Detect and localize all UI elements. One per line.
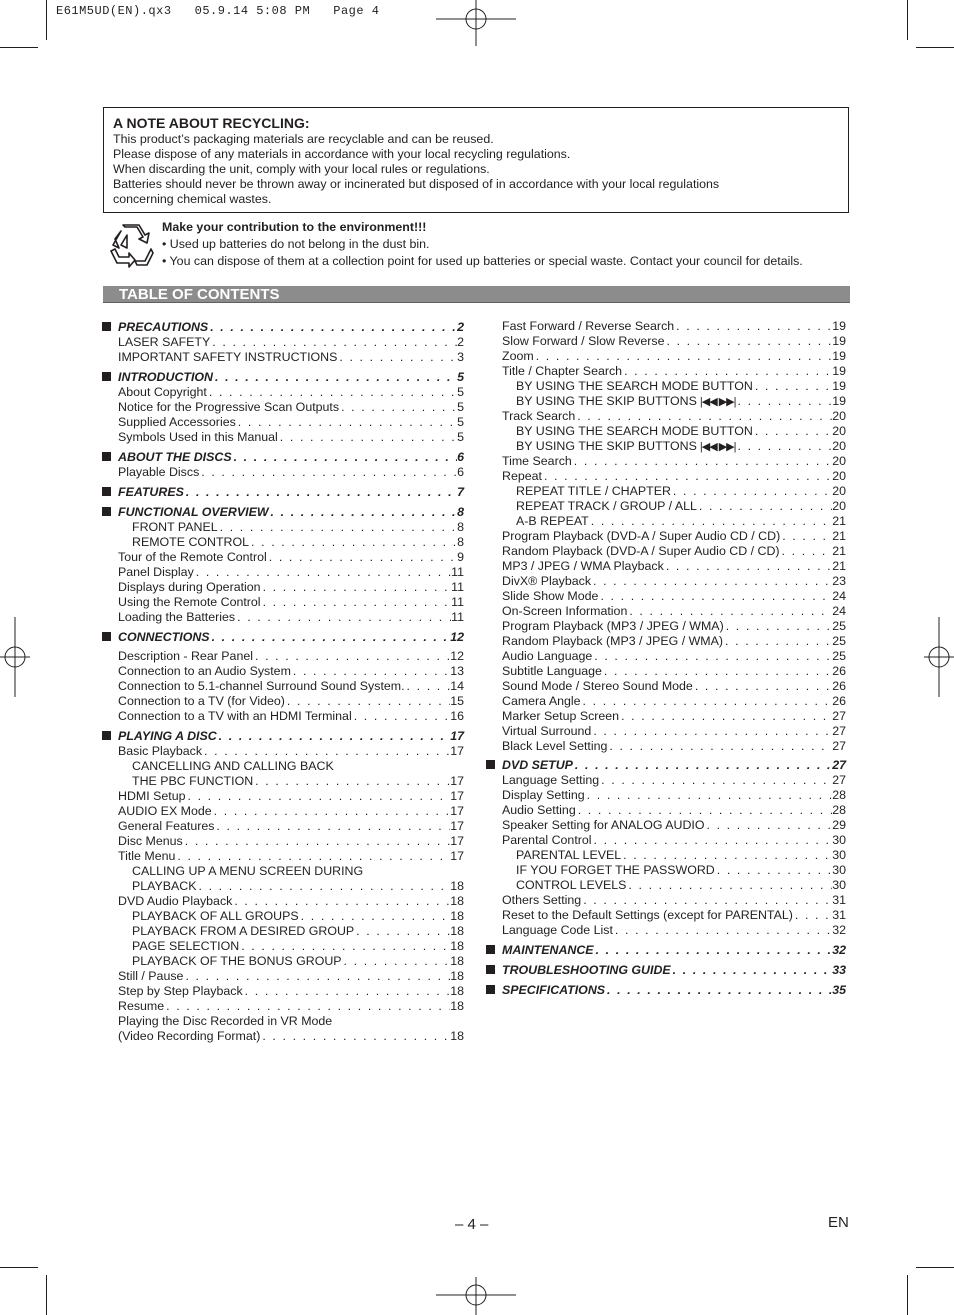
toc-entry[interactable]: Loading the Batteries . . . 11	[102, 610, 464, 625]
crop-mark	[46, 1275, 47, 1315]
toc-entry[interactable]: Program Playback (DVD-A / Super Audio CD / CD) . . . 21	[486, 529, 846, 544]
toc-entry[interactable]: Audio Language . . . 25	[486, 649, 846, 664]
toc-entry[interactable]: Symbols Used in this Manual . . . 5	[102, 430, 464, 445]
toc-entry[interactable]: Step by Step Playback . . . 18	[102, 984, 464, 999]
toc-entry[interactable]: CANCELLING AND CALLING BACK	[132, 759, 334, 773]
toc-entry[interactable]: PLAYBACK OF THE BONUS GROUP . . . 18	[102, 954, 464, 969]
toc-entry[interactable]: Playable Discs . . . 6	[102, 465, 464, 480]
square-bullet-icon	[486, 760, 495, 769]
toc-entry[interactable]: Language Setting . . . 27	[486, 773, 846, 788]
toc-entry[interactable]: Disc Menus . . . 17	[102, 834, 464, 849]
toc-entry[interactable]: PLAYBACK . . . 18	[102, 879, 464, 894]
toc-entry[interactable]: MP3 / JPEG / WMA Playback . . . 21	[486, 559, 846, 574]
toc-entry[interactable]: Others Setting . . . 31	[486, 893, 846, 908]
toc-entry[interactable]: PLAYBACK OF ALL GROUPS . . . 18	[102, 909, 464, 924]
toc-section[interactable]: FUNCTIONAL OVERVIEW . . . 8	[102, 504, 464, 520]
toc-entry[interactable]: Random Playback (DVD-A / Super Audio CD / CD) . . . 21	[486, 544, 846, 559]
toc-entry[interactable]: Repeat . . . 20	[486, 469, 846, 484]
toc-entry[interactable]: Using the Remote Control . . . 11	[102, 595, 464, 610]
toc-entry[interactable]: Reset to the Default Settings (except for PARENTAL) . . . 31	[486, 908, 846, 923]
toc-entry[interactable]: Time Search . . . 20	[486, 454, 846, 469]
toc-entry[interactable]: Slide Show Mode . . . 24	[486, 589, 846, 604]
toc-entry[interactable]: On-Screen Information . . . 24	[486, 604, 846, 619]
toc-entry[interactable]: CONTROL LEVELS . . . 30	[486, 878, 846, 893]
toc-entry[interactable]: Language Code List . . . 32	[486, 923, 846, 938]
skip-buttons-icon: |◀◀ ▶▶|	[699, 441, 736, 453]
toc-entry[interactable]: Description - Rear Panel . . . 12	[102, 649, 464, 664]
toc-entry[interactable]: REPEAT TRACK / GROUP / ALL . . . 20	[486, 499, 846, 514]
toc-entry[interactable]: Program Playback (MP3 / JPEG / WMA) . . . 25	[486, 619, 846, 634]
toc-entry[interactable]: REPEAT TITLE / CHAPTER . . . 20	[486, 484, 846, 499]
toc-section[interactable]: ABOUT THE DISCS . . . 6	[102, 449, 464, 465]
crop-mark	[907, 0, 908, 40]
toc-entry[interactable]: Still / Pause . . . 18	[102, 969, 464, 984]
crop-mark	[0, 1267, 38, 1268]
toc-entry[interactable]: About Copyright . . . 5	[102, 385, 464, 400]
crop-mark	[907, 1275, 908, 1315]
square-bullet-icon	[102, 487, 111, 496]
toc-entry[interactable]: Fast Forward / Reverse Search . . . 19	[486, 319, 846, 334]
toc-entry[interactable]: BY USING THE SKIP BUTTONS |◀◀ ▶▶| . . . 20	[486, 439, 846, 454]
toc-section[interactable]: FEATURES . . . 7	[102, 484, 464, 500]
recycling-note	[103, 107, 849, 213]
square-bullet-icon	[102, 731, 111, 740]
square-bullet-icon	[102, 372, 111, 381]
language-tag: EN	[828, 1214, 849, 1231]
crop-mark	[0, 47, 38, 48]
registration-mark	[0, 617, 30, 697]
environment-title: Make your contribution to the environment!!!	[162, 220, 427, 234]
toc-entry[interactable]: Speaker Setting for ANALOG AUDIO . . . 29	[486, 818, 846, 833]
square-bullet-icon	[102, 632, 111, 641]
toc-entry[interactable]: AUDIO EX Mode . . . 17	[102, 804, 464, 819]
toc-entry[interactable]: Playing the Disc Recorded in VR Mode	[118, 1014, 333, 1028]
toc-entry[interactable]: Connection to 5.1-channel Surround Sound System. . . . 14	[102, 679, 464, 694]
toc-section[interactable]: SPECIFICATIONS . . . 35	[486, 982, 846, 998]
toc-entry[interactable]: REMOTE CONTROL . . . 8	[102, 535, 464, 550]
toc-entry[interactable]: IF YOU FORGET THE PASSWORD . . . 30	[486, 863, 846, 878]
recycling-line: Batteries should never be thrown away or incinerated but disposed of in accordance with your local regulations	[113, 177, 720, 191]
toc-entry[interactable]: (Video Recording Format) . . . 18	[102, 1029, 464, 1044]
toc-column-right	[486, 319, 846, 998]
print-slug: E61M5UD(EN).qx3 05.9.14 5:08 PM Page 4	[56, 4, 380, 18]
recycling-line: This product’s packaging materials are recyclable and can be reused.	[113, 132, 494, 146]
toc-entry[interactable]: Connection to an Audio System . . . 13	[102, 664, 464, 679]
recycling-line: When discarding the unit, comply with your local rules or regulations.	[113, 162, 490, 176]
square-bullet-icon	[102, 452, 111, 461]
toc-entry[interactable]: Marker Setup Screen . . . 27	[486, 709, 846, 724]
toc-entry[interactable]: DivX® Playback . . . 23	[486, 574, 846, 589]
toc-entry[interactable]: Basic Playback . . . 17	[102, 744, 464, 759]
toc-section[interactable]: PRECAUTIONS . . . 2	[102, 319, 464, 335]
toc-entry[interactable]: HDMI Setup . . . 17	[102, 789, 464, 804]
toc-title: TABLE OF CONTENTS	[103, 286, 850, 303]
toc-entry[interactable]: Audio Setting . . . 28	[486, 803, 846, 818]
toc-entry[interactable]: PAGE SELECTION . . . 18	[102, 939, 464, 954]
toc-entry[interactable]: Black Level Setting . . . 27	[486, 739, 846, 754]
page-number: – 4 –	[455, 1216, 489, 1233]
square-bullet-icon	[486, 985, 495, 994]
registration-mark	[924, 617, 954, 697]
square-bullet-icon	[486, 965, 495, 974]
toc-entry[interactable]: Supplied Accessories . . . 5	[102, 415, 464, 430]
toc-entry[interactable]: Connection to a TV with an HDMI Terminal . . . 16	[102, 709, 464, 724]
toc-entry[interactable]: Zoom . . . 19	[486, 349, 846, 364]
toc-entry[interactable]: CALLING UP A MENU SCREEN DURING	[132, 864, 364, 878]
toc-entry[interactable]: Connection to a TV (for Video) . . . 15	[102, 694, 464, 709]
toc-entry[interactable]: LASER SAFETY . . . 2	[102, 335, 464, 350]
crop-mark	[916, 1267, 954, 1268]
toc-section[interactable]: TROUBLESHOOTING GUIDE . . . 33	[486, 962, 846, 978]
toc-entry[interactable]: FRONT PANEL . . . 8	[102, 520, 464, 535]
toc-entry[interactable]: Slow Forward / Slow Reverse . . . 19	[486, 334, 846, 349]
square-bullet-icon	[486, 945, 495, 954]
toc-section[interactable]: DVD SETUP . . . 27	[486, 757, 846, 773]
toc-entry[interactable]: Virtual Surround . . . 27	[486, 724, 846, 739]
toc-entry[interactable]: BY USING THE SEARCH MODE BUTTON . . . 20	[486, 424, 846, 439]
crop-mark	[46, 0, 47, 40]
toc-column-left	[102, 319, 464, 1044]
toc-entry[interactable]: A-B REPEAT . . . 21	[486, 514, 846, 529]
toc-entry[interactable]: Camera Angle . . . 26	[486, 694, 846, 709]
toc-entry[interactable]: Display Setting . . . 28	[486, 788, 846, 803]
toc-entry[interactable]: General Features . . . 17	[102, 819, 464, 834]
toc-entry[interactable]: THE PBC FUNCTION . . . 17	[102, 774, 464, 789]
environment-bullet: • You can dispose of them at a collection point for used up batteries or special waste. Contact your council for details.	[162, 254, 803, 268]
toc-entry[interactable]: BY USING THE SEARCH MODE BUTTON . . . 19	[486, 379, 846, 394]
square-bullet-icon	[102, 507, 111, 516]
registration-mark	[436, 1277, 516, 1315]
toc-entry[interactable]: BY USING THE SKIP BUTTONS |◀◀ ▶▶| . . . 19	[486, 394, 846, 409]
toc-entry[interactable]: PARENTAL LEVEL . . . 30	[486, 848, 846, 863]
toc-entry[interactable]: Title Menu . . . 17	[102, 849, 464, 864]
crop-mark	[916, 47, 954, 48]
recycling-line: concerning chemical wastes.	[113, 192, 272, 206]
toc-entry[interactable]: Track Search . . . 20	[486, 409, 846, 424]
toc-entry[interactable]: DVD Audio Playback . . . 18	[102, 894, 464, 909]
toc-section[interactable]: CONNECTIONS . . . 12	[102, 629, 464, 645]
toc-entry[interactable]: Random Playback (MP3 / JPEG / WMA) . . . 25	[486, 634, 846, 649]
toc-entry[interactable]: Panel Display . . . 11	[102, 565, 464, 580]
toc-entry[interactable]: IMPORTANT SAFETY INSTRUCTIONS . . . 3	[102, 350, 464, 365]
toc-entry[interactable]: Title / Chapter Search . . . 19	[486, 364, 846, 379]
toc-entry[interactable]: Subtitle Language . . . 26	[486, 664, 846, 679]
toc-entry[interactable]: Sound Mode / Stereo Sound Mode . . . 26	[486, 679, 846, 694]
recycling-line: Please dispose of any materials in accordance with your local recycling regulations.	[113, 147, 571, 161]
toc-section[interactable]: MAINTENANCE . . . 32	[486, 942, 846, 958]
recycling-title: A NOTE ABOUT RECYCLING:	[113, 115, 310, 131]
toc-entry[interactable]: Resume . . . 18	[102, 999, 464, 1014]
toc-entry[interactable]: PLAYBACK FROM A DESIRED GROUP . . . 18	[102, 924, 464, 939]
toc-entry[interactable]: Parental Control . . . 30	[486, 833, 846, 848]
toc-entry[interactable]: Tour of the Remote Control . . . 9	[102, 550, 464, 565]
skip-buttons-icon: |◀◀ ▶▶|	[699, 396, 736, 408]
toc-entry[interactable]: Displays during Operation . . . 11	[102, 580, 464, 595]
square-bullet-icon	[102, 322, 111, 331]
environment-bullet: • Used up batteries do not belong in the dust bin.	[162, 237, 430, 251]
recycle-icon	[105, 221, 157, 273]
toc-section[interactable]: PLAYING A DISC . . . 17	[102, 728, 464, 744]
toc-entry[interactable]: Notice for the Progressive Scan Outputs . . . 5	[102, 400, 464, 415]
registration-mark	[436, 0, 516, 46]
toc-section[interactable]: INTRODUCTION . . . 5	[102, 369, 464, 385]
